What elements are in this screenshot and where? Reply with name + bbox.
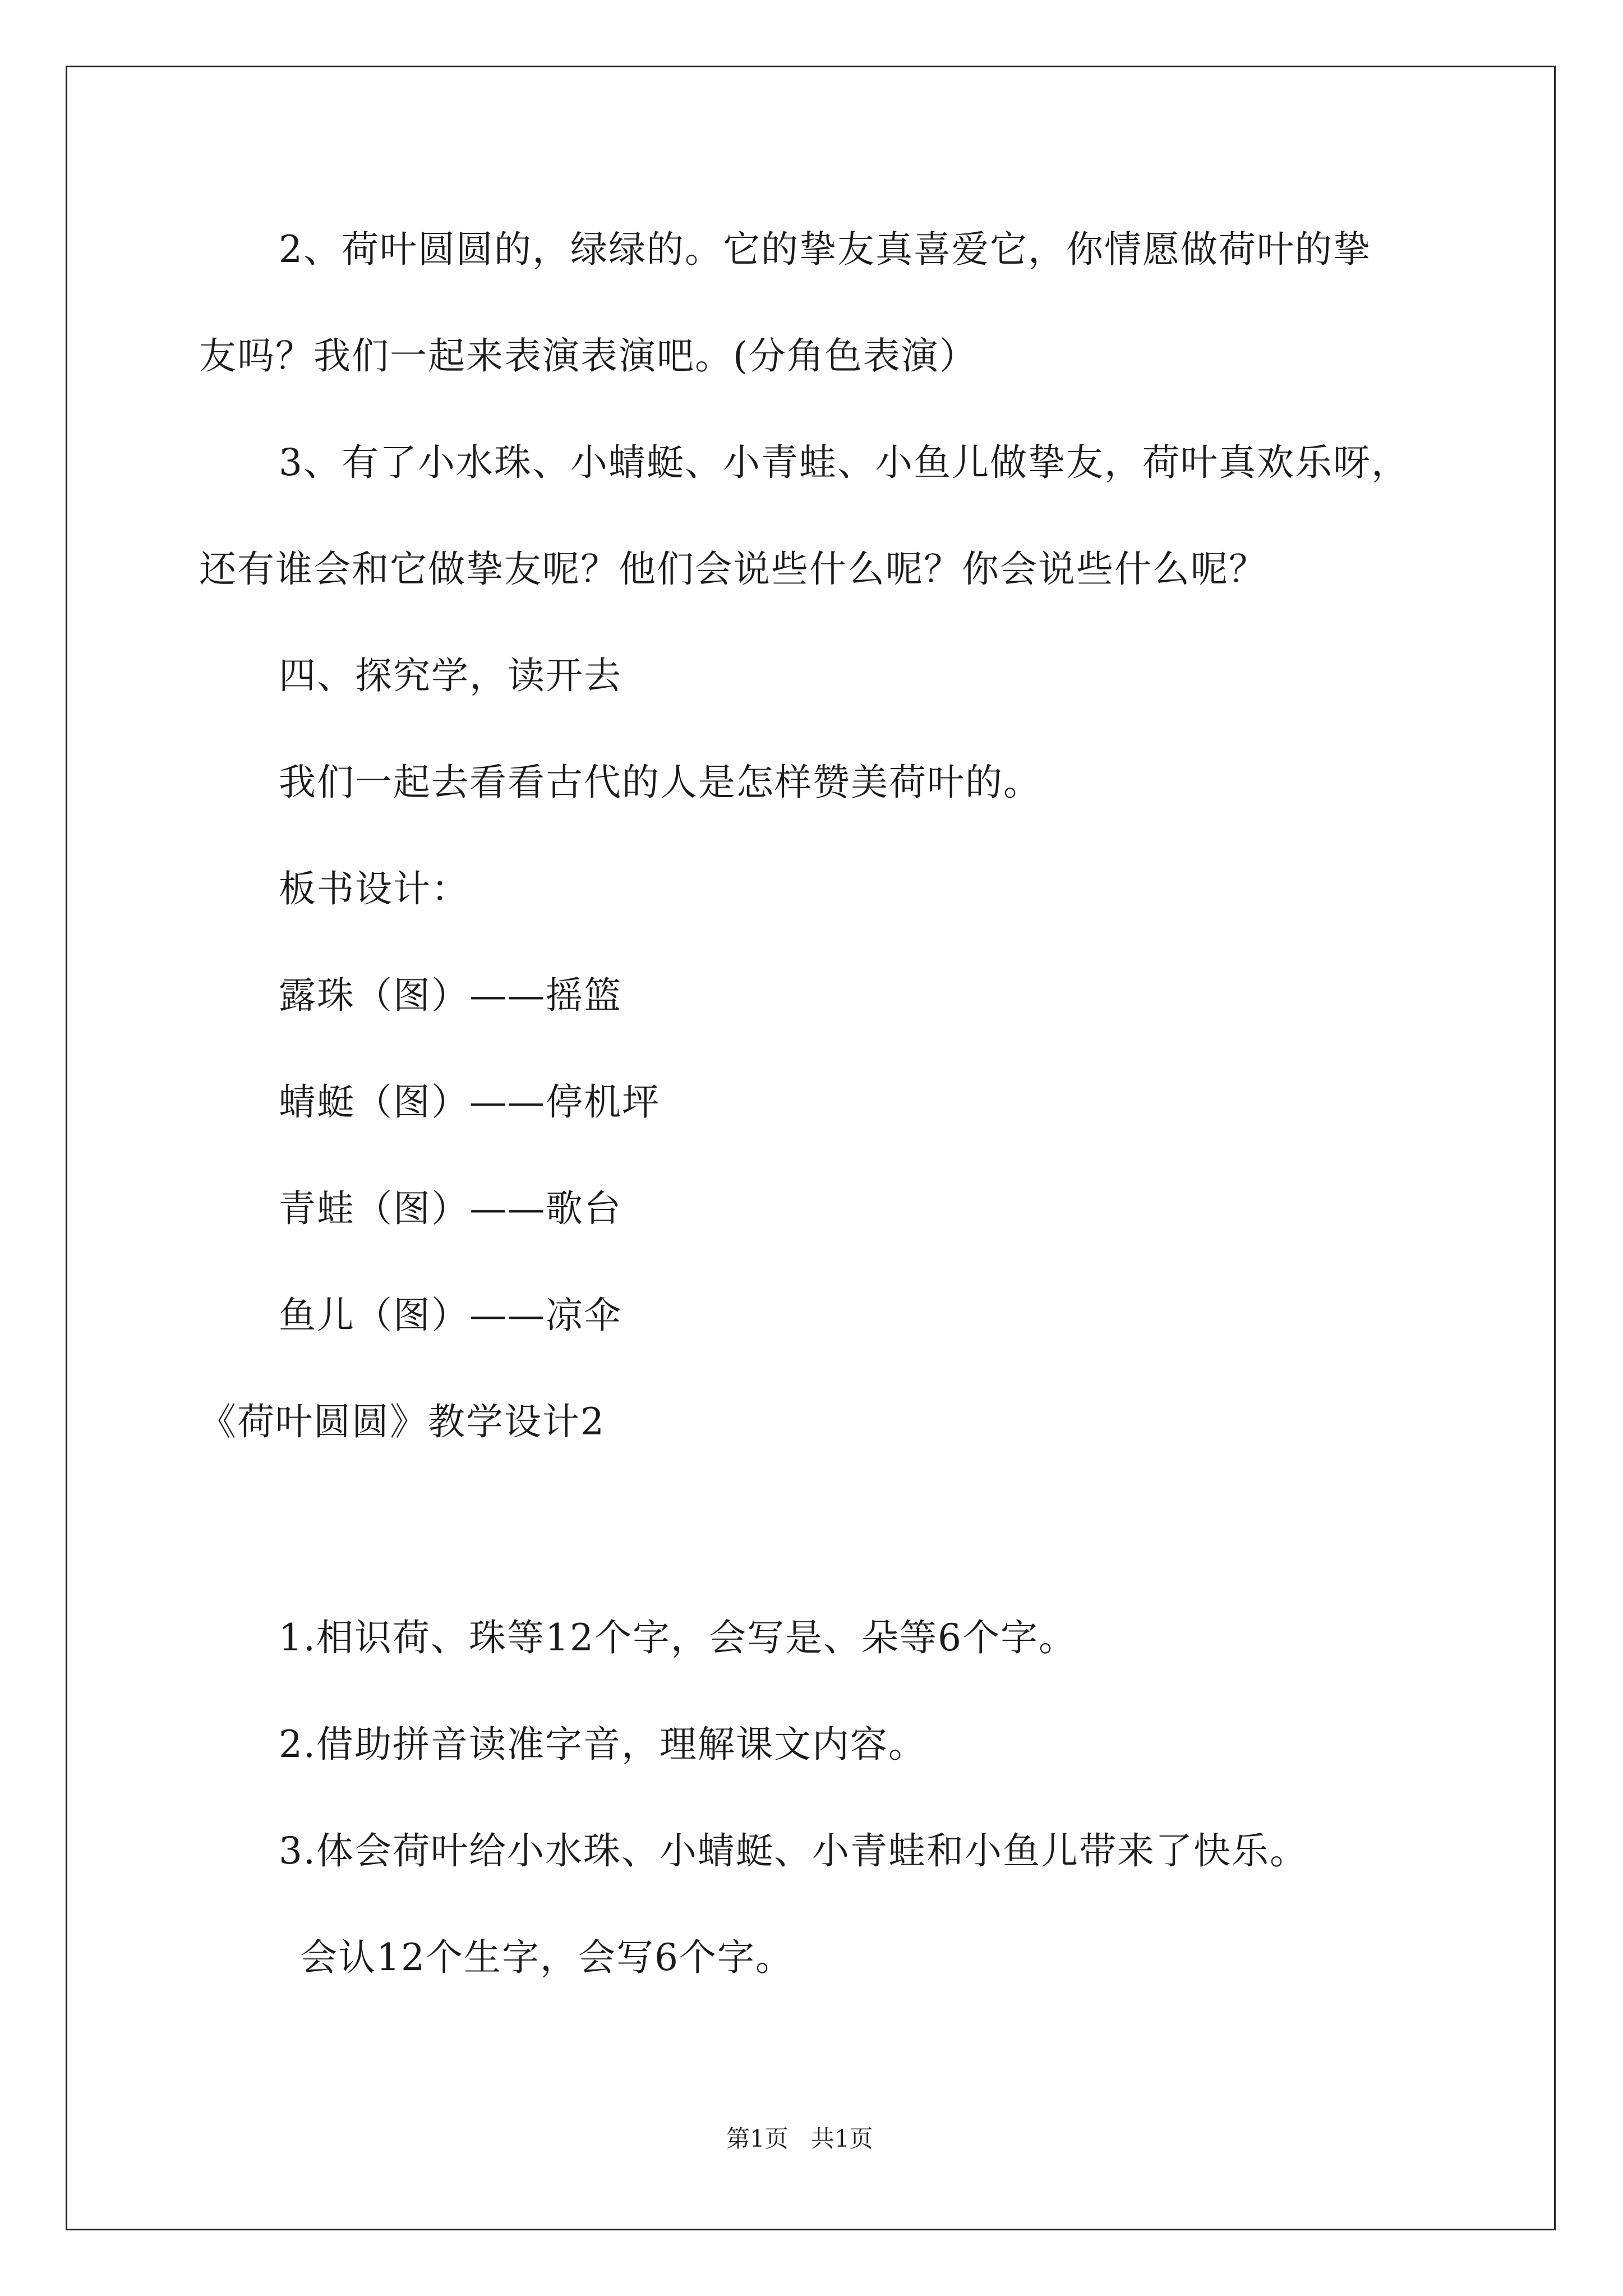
objective-item: 3.体会荷叶给小水珠、小蜻蜓、小青蛙和小鱼儿带来了快乐。: [279, 1829, 1308, 1872]
paragraph-line: 会认12个生字，会写6个字。: [300, 1936, 794, 1979]
board-design-item: 鱼儿（图）——凉伞: [279, 1294, 622, 1337]
paragraph-line: 2、荷叶圆圆的，绿绿的。它的挚友真喜爱它，你情愿做荷叶的挚: [279, 228, 1371, 271]
page-frame: [66, 66, 1556, 2230]
board-design-heading: 板书设计：: [279, 867, 469, 910]
paragraph-line: 还有谁会和它做挚友呢？他们会说些什么呢？你会说些什么呢？: [199, 547, 1267, 591]
board-design-item: 露珠（图）——摇篮: [279, 974, 622, 1017]
board-design-item: 青蛙（图）——歌台: [279, 1187, 622, 1230]
paragraph-line: 3、有了小水珠、小蜻蜓、小青蛙、小鱼儿做挚友，荷叶真欢乐呀，: [279, 441, 1409, 484]
document-title: 《荷叶圆圆》教学设计2: [199, 1400, 605, 1443]
objective-item: 2.借助拼音读准字音，理解课文内容。: [279, 1723, 926, 1766]
objective-item: 1.相识荷、珠等12个字，会写是、朵等6个字。: [279, 1616, 1077, 1659]
page-number-footer: 第1页 共1页: [726, 2125, 873, 2152]
section-heading: 四、探究学，读开去: [279, 654, 622, 697]
board-design-item: 蜻蜓（图）——停机坪: [279, 1080, 660, 1124]
paragraph-line: 我们一起去看看古代的人是怎样赞美荷叶的。: [279, 761, 1041, 804]
paragraph-line: 友吗？我们一起来表演表演吧。(分角色表演）: [199, 334, 978, 378]
